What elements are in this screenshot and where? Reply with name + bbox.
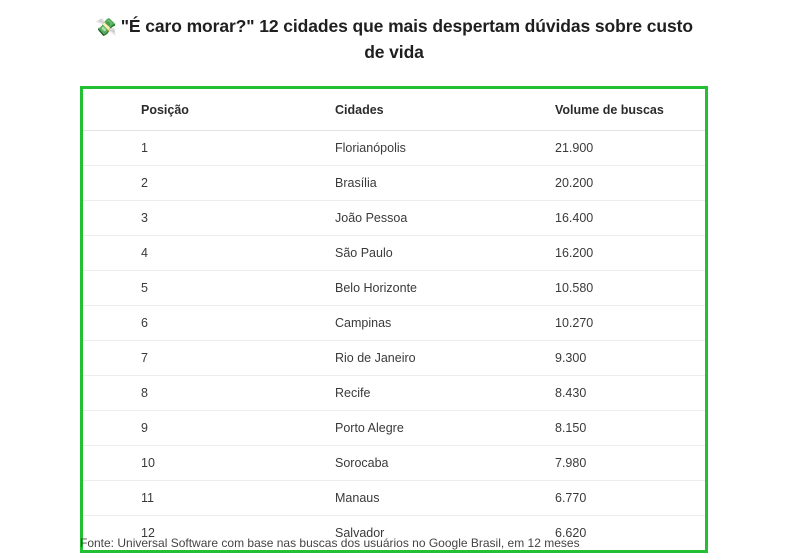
cell-volume: 16.200 <box>545 236 705 271</box>
cell-volume: 16.400 <box>545 201 705 236</box>
cell-position: 12 <box>141 526 155 540</box>
cell-volume: 21.900 <box>545 131 705 166</box>
table-row <box>83 481 705 516</box>
cell-city: João Pessoa <box>321 201 545 236</box>
cell-volume: 9.300 <box>545 341 705 376</box>
table-row <box>83 166 705 201</box>
cell-position: 4 <box>83 236 321 271</box>
cell-position: 7 <box>83 341 321 376</box>
cell-city: Porto Alegre <box>321 411 545 446</box>
source-note: Fonte: Universal Software com base nas buscas dos usuários no Google Brasil, em 12 meses <box>80 536 580 550</box>
cell-volume: 10.580 <box>545 271 705 306</box>
cell-volume: 6.620 <box>555 526 587 540</box>
column-header-volume: Volume de buscas <box>545 89 705 131</box>
cell-volume: 8.150 <box>545 411 705 446</box>
page-title <box>90 14 698 66</box>
cell-volume: 20.200 <box>545 166 705 201</box>
table-row <box>83 411 705 446</box>
cell-position: 6 <box>83 306 321 341</box>
cell-city: Sorocaba <box>321 446 545 481</box>
cell-city: Salvador <box>335 526 385 540</box>
cell-volume: 8.430 <box>545 376 705 411</box>
column-header-position: Posição <box>83 89 321 131</box>
cell-position: 11 <box>83 481 321 516</box>
table-row <box>83 236 705 271</box>
cell-position: 8 <box>83 376 321 411</box>
table-row <box>83 271 705 306</box>
table-row <box>83 376 705 411</box>
ranking-table-frame <box>80 86 708 553</box>
table-row <box>83 201 705 236</box>
page-title-text: "É caro morar?" 12 cidades que mais despertam dúvidas sobre custo de vida <box>120 16 693 63</box>
table-row <box>83 306 705 341</box>
cell-volume: 7.980 <box>545 446 705 481</box>
title-block <box>0 0 788 66</box>
cell-position: 2 <box>83 166 321 201</box>
cell-position: 9 <box>83 411 321 446</box>
column-header-cities: Cidades <box>321 89 545 131</box>
cell-city: Campinas <box>321 306 545 341</box>
table-body <box>83 131 705 551</box>
cell-position: 3 <box>83 201 321 236</box>
table-row <box>83 341 705 376</box>
cell-position: 1 <box>83 131 321 166</box>
cell-volume: 10.270 <box>545 306 705 341</box>
cell-city: Rio de Janeiro <box>321 341 545 376</box>
cell-city: Florianópolis <box>321 131 545 166</box>
cell-position: 10 <box>83 446 321 481</box>
money-icon: 💸 <box>95 17 117 37</box>
cell-city: Recife <box>321 376 545 411</box>
table-row <box>83 131 705 166</box>
cell-city: Brasília <box>321 166 545 201</box>
cell-city: Manaus <box>321 481 545 516</box>
table-header-row <box>83 89 705 131</box>
ranking-table <box>83 89 705 550</box>
cell-volume: 6.770 <box>545 481 705 516</box>
cell-city: São Paulo <box>321 236 545 271</box>
cell-city: Belo Horizonte <box>321 271 545 306</box>
table-header <box>83 89 705 131</box>
table-row <box>83 446 705 481</box>
cell-position: 5 <box>83 271 321 306</box>
